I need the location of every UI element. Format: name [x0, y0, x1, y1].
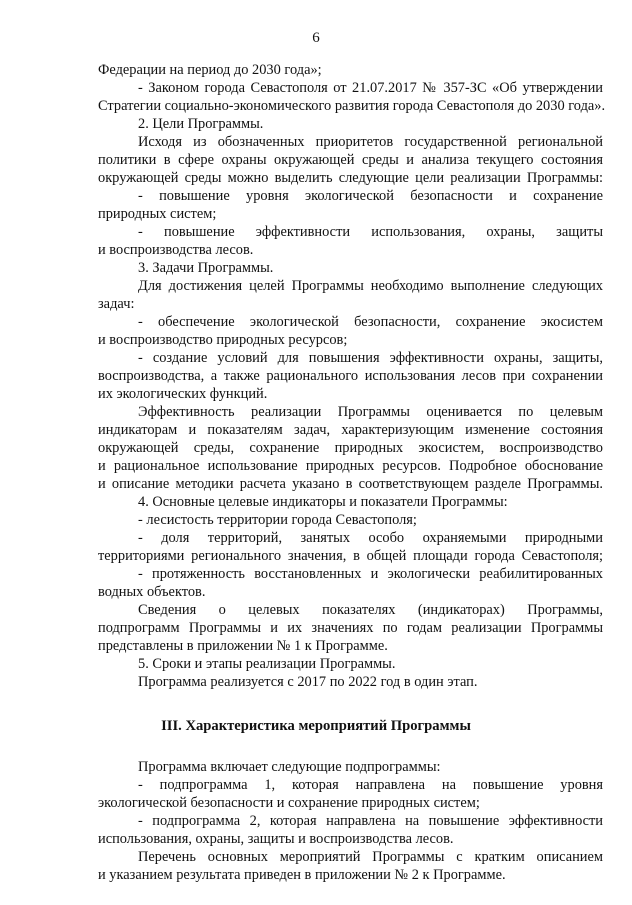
text-line: представлены в приложении № 1 к Программе. — [98, 638, 388, 654]
text-line: индикаторам и показателям задач, характеризующим изменение состояния — [98, 422, 603, 438]
text-line: Для достижения целей Программы необходимо выполнение следующих — [138, 278, 603, 294]
text-line: - лесистость территории города Севастополя; — [138, 512, 417, 528]
text-line: - подпрограмма 2, которая направлена на повышение эффективности — [138, 813, 603, 829]
text-line: природных систем; — [98, 206, 217, 222]
text-line: воспроизводства, а также рационального использования лесов при сохранении — [98, 368, 603, 384]
text-line: окружающей среды, сохранение природных экосистем, воспроизводство — [98, 440, 603, 456]
section-heading: III. Характеристика мероприятий Программы — [161, 718, 471, 734]
text-line: и указанием результата приведен в приложении № 2 к Программе. — [98, 867, 506, 883]
text-line: водных объектов. — [98, 584, 206, 600]
text-line: территориями регионального значения, в общей площади города Севастополя; — [98, 548, 603, 564]
text-line: Эффективность реализации Программы оценивается по целевым — [138, 404, 603, 420]
text-line: - протяженность восстановленных и экологически реабилитированных — [138, 566, 603, 582]
text-line: - Законом города Севастополя от 21.07.2017 № 357-ЗС «Об утверждении — [138, 80, 603, 96]
text-line: - подпрограмма 1, которая направлена на повышение уровня — [138, 777, 603, 793]
text-line: - повышение эффективности использования, охраны, защиты — [138, 224, 603, 240]
text-line: Сведения о целевых показателях (индикаторах) Программы, — [138, 602, 603, 618]
text-line: задач: — [98, 296, 135, 312]
text-line: Стратегии социально-экономического развития города Севастополя до 2030 года». — [98, 98, 606, 114]
text-line: и описание методики расчета указано в соответствующем разделе Программы. — [98, 476, 603, 492]
text-line: - повышение уровня экологической безопасности и сохранение — [138, 188, 603, 204]
text-line: - доля территорий, занятых особо охраняемыми природными — [138, 530, 603, 546]
text-line: 2. Цели Программы. — [138, 116, 264, 132]
text-line: - обеспечение экологической безопасности, сохранение экосистем — [138, 314, 603, 330]
text-line: подпрограмм Программы и их значениях по годам реализации Программы — [98, 620, 603, 636]
text-line: Федерации на период до 2030 года»; — [98, 62, 322, 78]
text-line: - создание условий для повышения эффективности охраны, защиты, — [138, 350, 603, 366]
text-line: 4. Основные целевые индикаторы и показатели Программы: — [138, 494, 508, 510]
text-line: Исходя из обозначенных приоритетов государственной региональной — [138, 134, 603, 150]
text-line: и воспроизводство природных ресурсов; — [98, 332, 348, 348]
text-line: их экологических функций. — [98, 386, 268, 402]
text-line: и рациональное использование природных ресурсов. Подробное обоснование — [98, 458, 603, 474]
text-line: Программа включает следующие подпрограммы: — [138, 759, 441, 775]
text-line: экологической безопасности и сохранение природных систем; — [98, 795, 480, 811]
text-line: Программа реализуется с 2017 по 2022 год в один этап. — [138, 674, 478, 690]
text-line: Перечень основных мероприятий Программы с кратким описанием — [138, 849, 603, 865]
text-line: 3. Задачи Программы. — [138, 260, 274, 276]
page-number: 6 — [312, 30, 320, 46]
text-line: политики в сфере охраны окружающей среды и анализа текущего состояния — [98, 152, 603, 168]
text-line: использования, охраны, защиты и воспроизводства лесов. — [98, 831, 454, 847]
text-line: окружающей среды можно выделить следующие цели реализации Программы: — [98, 170, 603, 186]
text-line: и воспроизводства лесов. — [98, 242, 254, 258]
text-line: 5. Сроки и этапы реализации Программы. — [138, 656, 396, 672]
